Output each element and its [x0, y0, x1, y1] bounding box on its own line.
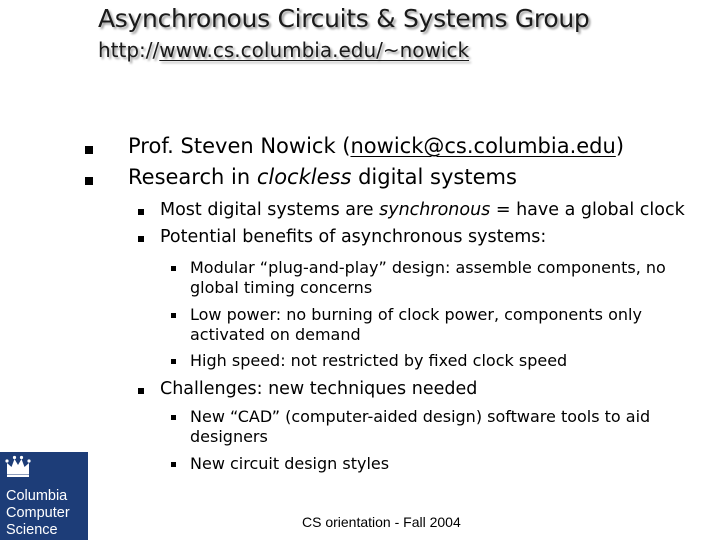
- bullet-cad-line1: New “CAD” (computer-aided design) software tools to aid: [190, 407, 651, 426]
- bullet-marker: [138, 209, 144, 215]
- bullet-marker: [171, 266, 176, 271]
- bullet-modular-line1: Modular “plug-and-play” design: assemble components, no: [190, 258, 666, 277]
- bullet-marker: [171, 313, 176, 318]
- logo-text-computer: Computer: [6, 505, 70, 521]
- slide-footer: CS orientation - Fall 2004: [302, 514, 461, 530]
- url-path: www.cs.columbia.edu/~nowick: [159, 38, 470, 62]
- slide-title: Asynchronous Circuits & Systems Group: [98, 4, 590, 33]
- bullet-marker: [138, 236, 144, 242]
- email-link[interactable]: nowick@cs.columbia.edu: [350, 134, 616, 158]
- bullet-marker: [85, 146, 93, 154]
- bullet-marker: [138, 388, 144, 394]
- bullet-research: Research in clockless digital systems: [128, 165, 517, 189]
- bullet-lowpower-line1: Low power: no burning of clock power, components only: [190, 305, 642, 324]
- bullet-challenges: Challenges: new techniques needed: [160, 379, 478, 399]
- bullet-professor: Prof. Steven Nowick (nowick@cs.columbia.edu): [128, 134, 625, 158]
- bullet-highspeed: High speed: not restricted by fixed clock speed: [190, 351, 568, 370]
- bullet-benefits: Potential benefits of asynchronous systems:: [160, 227, 547, 247]
- bullet-cad-line2: designers: [190, 427, 268, 446]
- bullet-lowpower-line2: activated on demand: [190, 325, 361, 344]
- bullet-marker: [85, 177, 93, 185]
- columbia-logo: [0, 452, 88, 540]
- crown-icon: [4, 454, 32, 478]
- logo-text-columbia: Columbia: [6, 488, 68, 504]
- bullet-marker: [171, 415, 176, 420]
- url-scheme: http://: [98, 38, 160, 62]
- bullet-marker: [171, 462, 176, 467]
- logo-text-science: Science: [6, 522, 58, 538]
- group-url[interactable]: [98, 38, 469, 62]
- bullet-synchronous: Most digital systems are synchronous = have a global clock: [160, 200, 685, 220]
- bullet-marker: [171, 359, 176, 364]
- bullet-modular-line2: global timing concerns: [190, 278, 373, 297]
- bullet-circuit: New circuit design styles: [190, 454, 390, 473]
